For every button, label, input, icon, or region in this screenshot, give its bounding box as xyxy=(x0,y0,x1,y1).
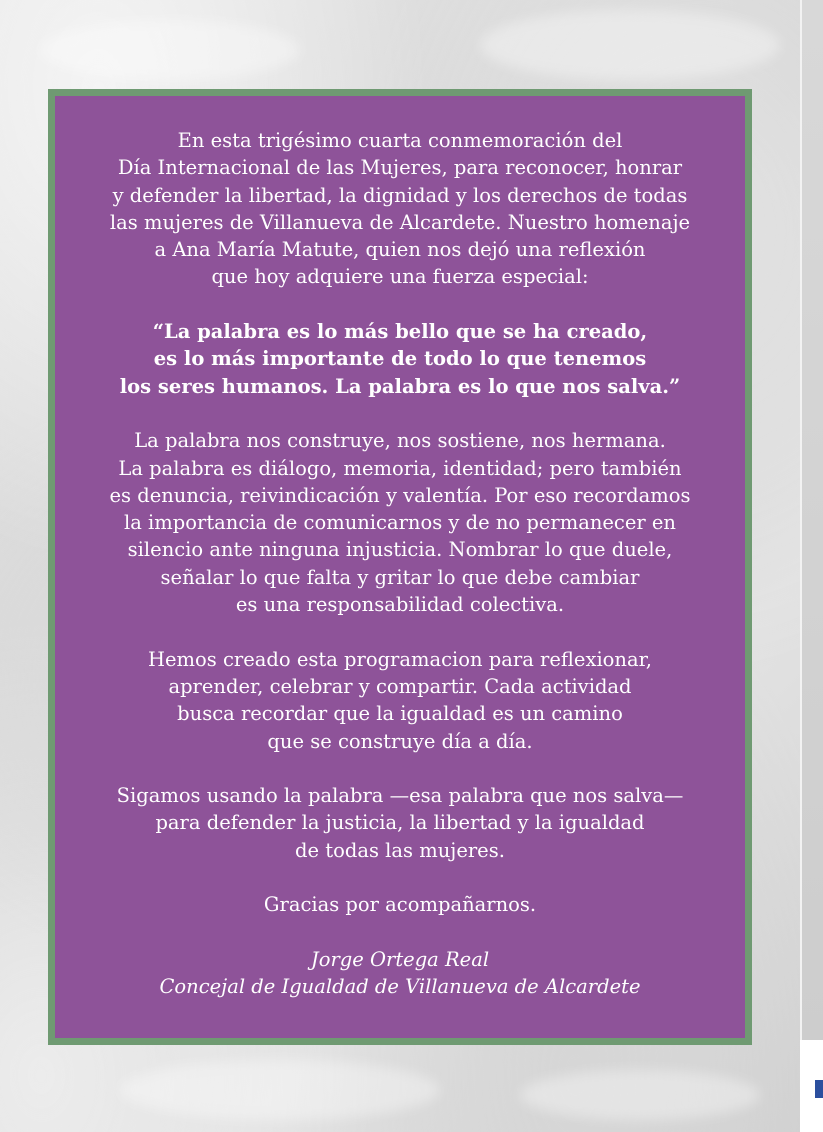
intro-line: las mujeres de Villanueva de Alcardete. Nuestro homenaje xyxy=(109,210,691,234)
quote-line: “La palabra es lo más bello que se ha creado, xyxy=(152,320,648,344)
body-line: es una responsabilidad colectiva. xyxy=(235,593,565,617)
body-line: para defender la justicia, la libertad y la igualdad xyxy=(155,811,645,835)
body-line: silencio ante ninguna injusticia. Nombrar lo que duele, xyxy=(127,538,673,562)
body-line: la importancia de comunicarnos y de no permanecer en xyxy=(123,511,676,535)
intro-line: que hoy adquiere una fuerza especial: xyxy=(211,265,589,289)
body-paragraph-2 xyxy=(55,646,745,755)
body-line: que se construye día a día. xyxy=(267,729,533,753)
quote-line: es lo más importante de todo lo que tenemos xyxy=(153,347,647,371)
background-texture-2 xyxy=(480,10,780,80)
body-paragraph-1 xyxy=(55,427,745,618)
intro-paragraph xyxy=(55,127,745,291)
signature-title: Concejal de Igualdad de Villanueva de Alcardete xyxy=(159,975,641,999)
quote-paragraph xyxy=(55,318,745,400)
body-line: de todas las mujeres. xyxy=(295,838,505,862)
body-line: aprender, celebrar y compartir. Cada actividad xyxy=(168,674,632,698)
intro-line: En esta trigésimo cuarta conmemoración del xyxy=(177,129,623,152)
thanks-paragraph xyxy=(55,891,745,918)
body-line: Sigamos usando la palabra —esa palabra que nos salva— xyxy=(116,784,684,808)
background-texture-4 xyxy=(520,1070,760,1120)
body-paragraph-3 xyxy=(55,782,745,864)
intro-line: a Ana María Matute, quien nos dejó una reflexión xyxy=(154,238,646,262)
body-line: busca recordar que la igualdad es un camino xyxy=(177,702,623,726)
body-line: es denuncia, reivindicación y valentía. Por eso recordamos xyxy=(109,483,691,507)
letter-content xyxy=(55,127,745,1028)
adjacent-page-edge xyxy=(800,0,823,1040)
body-line: señalar lo que falta y gritar lo que debe cambiar xyxy=(160,565,640,589)
signature-block xyxy=(55,946,745,1001)
signature-name: Jorge Ortega Real xyxy=(310,947,490,971)
intro-line: Día Internacional de las Mujeres, para reconocer, honrar xyxy=(117,156,683,180)
adjacent-page-mark xyxy=(815,1080,823,1098)
quote-line: los seres humanos. La palabra es lo que nos salva.” xyxy=(119,374,681,398)
thanks-line: Gracias por acompañarnos. xyxy=(263,893,537,917)
letter-panel xyxy=(48,89,752,1045)
body-line: La palabra nos construye, nos sostiene, nos hermana. xyxy=(134,429,666,453)
body-line: La palabra es diálogo, memoria, identidad; pero también xyxy=(118,456,682,480)
intro-line: y defender la libertad, la dignidad y los derechos de todas xyxy=(112,183,688,207)
background-texture-3 xyxy=(120,1060,440,1120)
background-texture-1 xyxy=(40,20,300,80)
body-line: Hemos creado esta programacion para reflexionar, xyxy=(148,647,652,671)
